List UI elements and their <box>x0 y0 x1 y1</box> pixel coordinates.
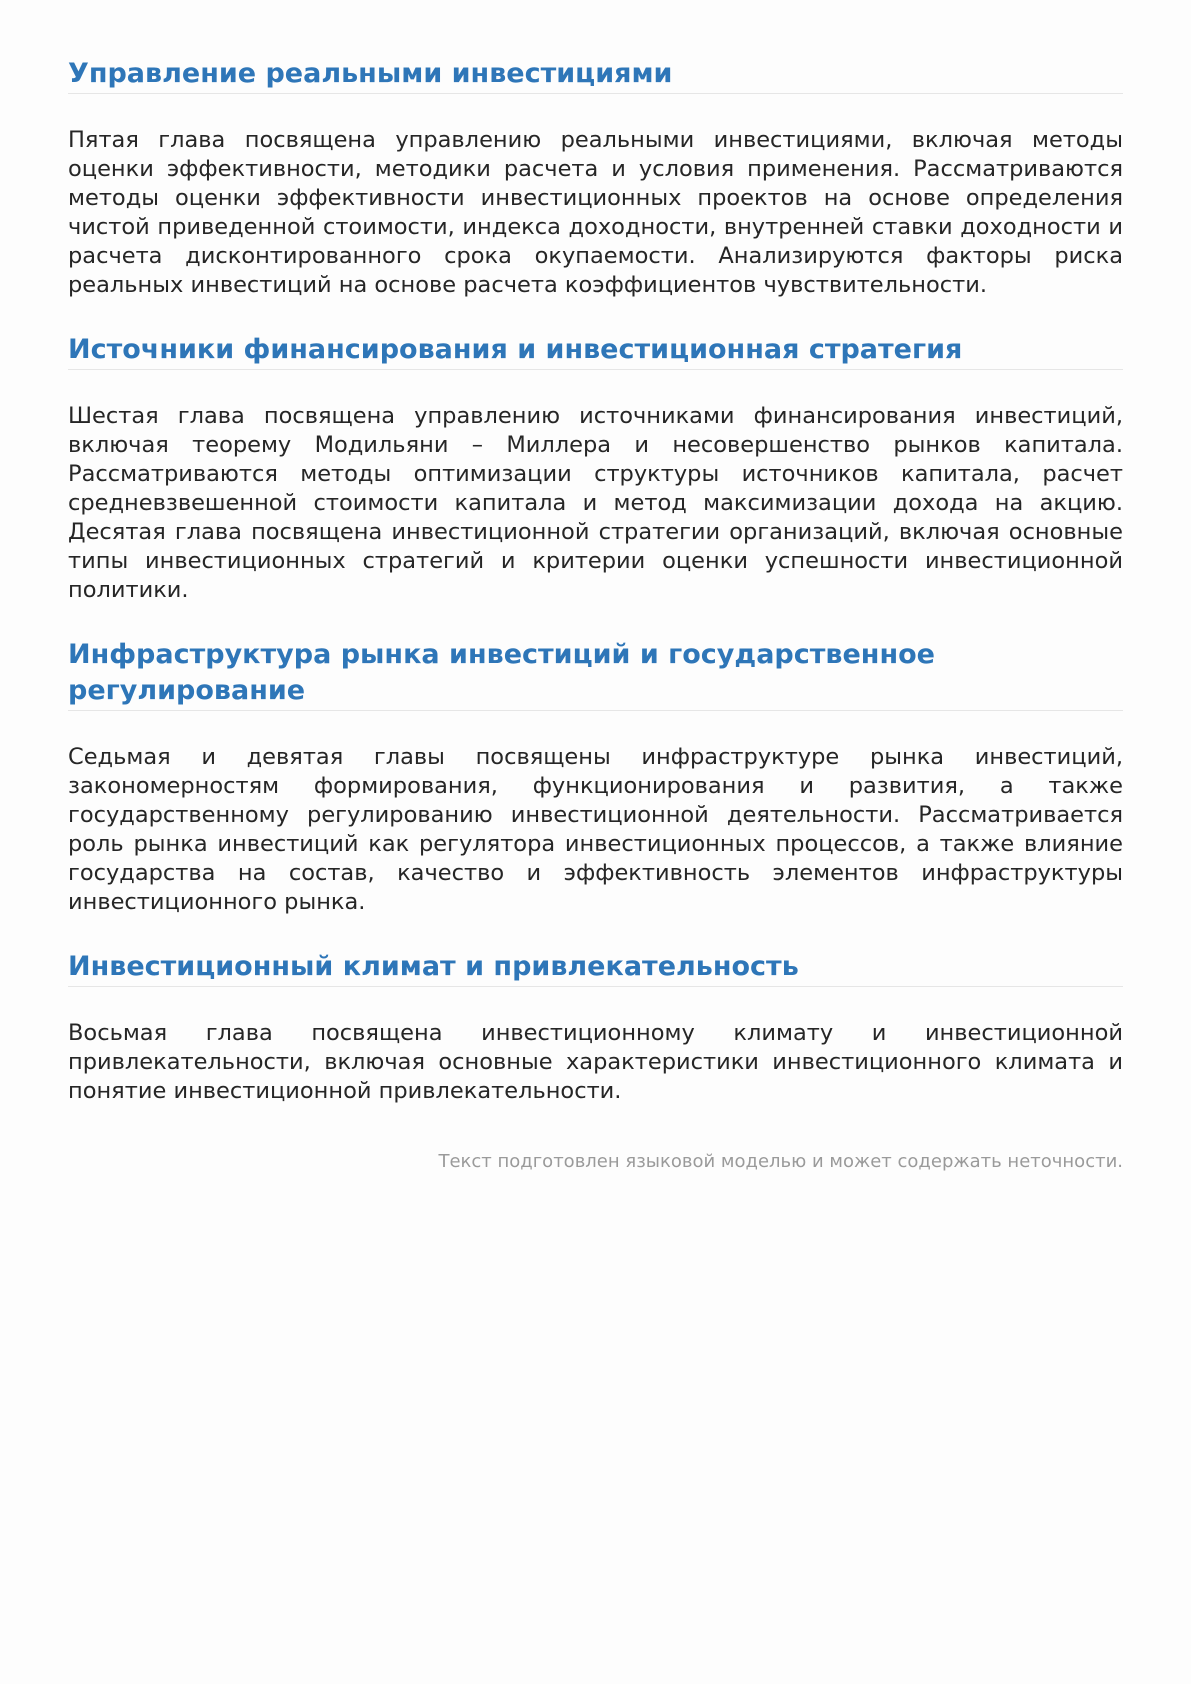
ai-disclaimer: Текст подготовлен языковой моделью и может содержать неточности. <box>438 1151 1123 1172</box>
section-real-investments <box>68 56 1123 300</box>
section-investment-climate <box>68 949 1123 1106</box>
section-paragraph: Восьмая глава посвящена инвестиционному климату и инвестиционной привлекательности, включая основные характеристики инвестиционного климата и понятие инвестиционной привлекательности. <box>68 1020 1123 1104</box>
section-title: Источники финансирования и инвестиционная стратегия <box>68 332 1123 370</box>
section-market-infrastructure <box>68 637 1123 917</box>
section-title: Управление реальными инвестициями <box>68 56 1123 94</box>
section-paragraph: Пятая глава посвящена управлению реальными инвестициями, включая методы оценки эффективности, методики расчета и условия применения. Рассматриваются методы оценки эффективности инвестиционных проектов на основе определения чистой приведенной стоимости, индекса доходности, внутренней ставки доходности и расчета дисконтированного срока окупаемости. Анализируются факторы риска реальных инвестиций на основе расчета коэффициентов чувствительности. <box>68 127 1123 298</box>
section-paragraph: Седьмая и девятая главы посвящены инфраструктуре рынка инвестиций, закономерностям формирования, функционирования и развития, а также государственному регулированию инвестиционной деятельности. Рассматривается роль рынка инвестиций как регулятора инвестиционных процессов, а также влияние государства на состав, качество и эффективность элементов инфраструктуры инвестиционного рынка. <box>68 744 1123 915</box>
section-financing-strategy <box>68 332 1123 605</box>
section-paragraph: Шестая глава посвящена управлению источниками финансирования инвестиций, включая теорему Модильяни – Миллера и несовершенство рынков капитала. Рассматриваются методы оптимизации структуры источников капитала, расчет средневзвешенной стоимости капитала и метод максимизации дохода на акцию. Десятая глава посвящена инвестиционной стратегии организаций, включая основные типы инвестиционных стратегий и критерии оценки успешности инвестиционной политики. <box>68 403 1123 603</box>
document-page <box>68 56 1123 1174</box>
section-title: Инфраструктура рынка инвестиций и государственное регулирование <box>68 637 1123 711</box>
section-title: Инвестиционный климат и привлекательность <box>68 949 1123 987</box>
